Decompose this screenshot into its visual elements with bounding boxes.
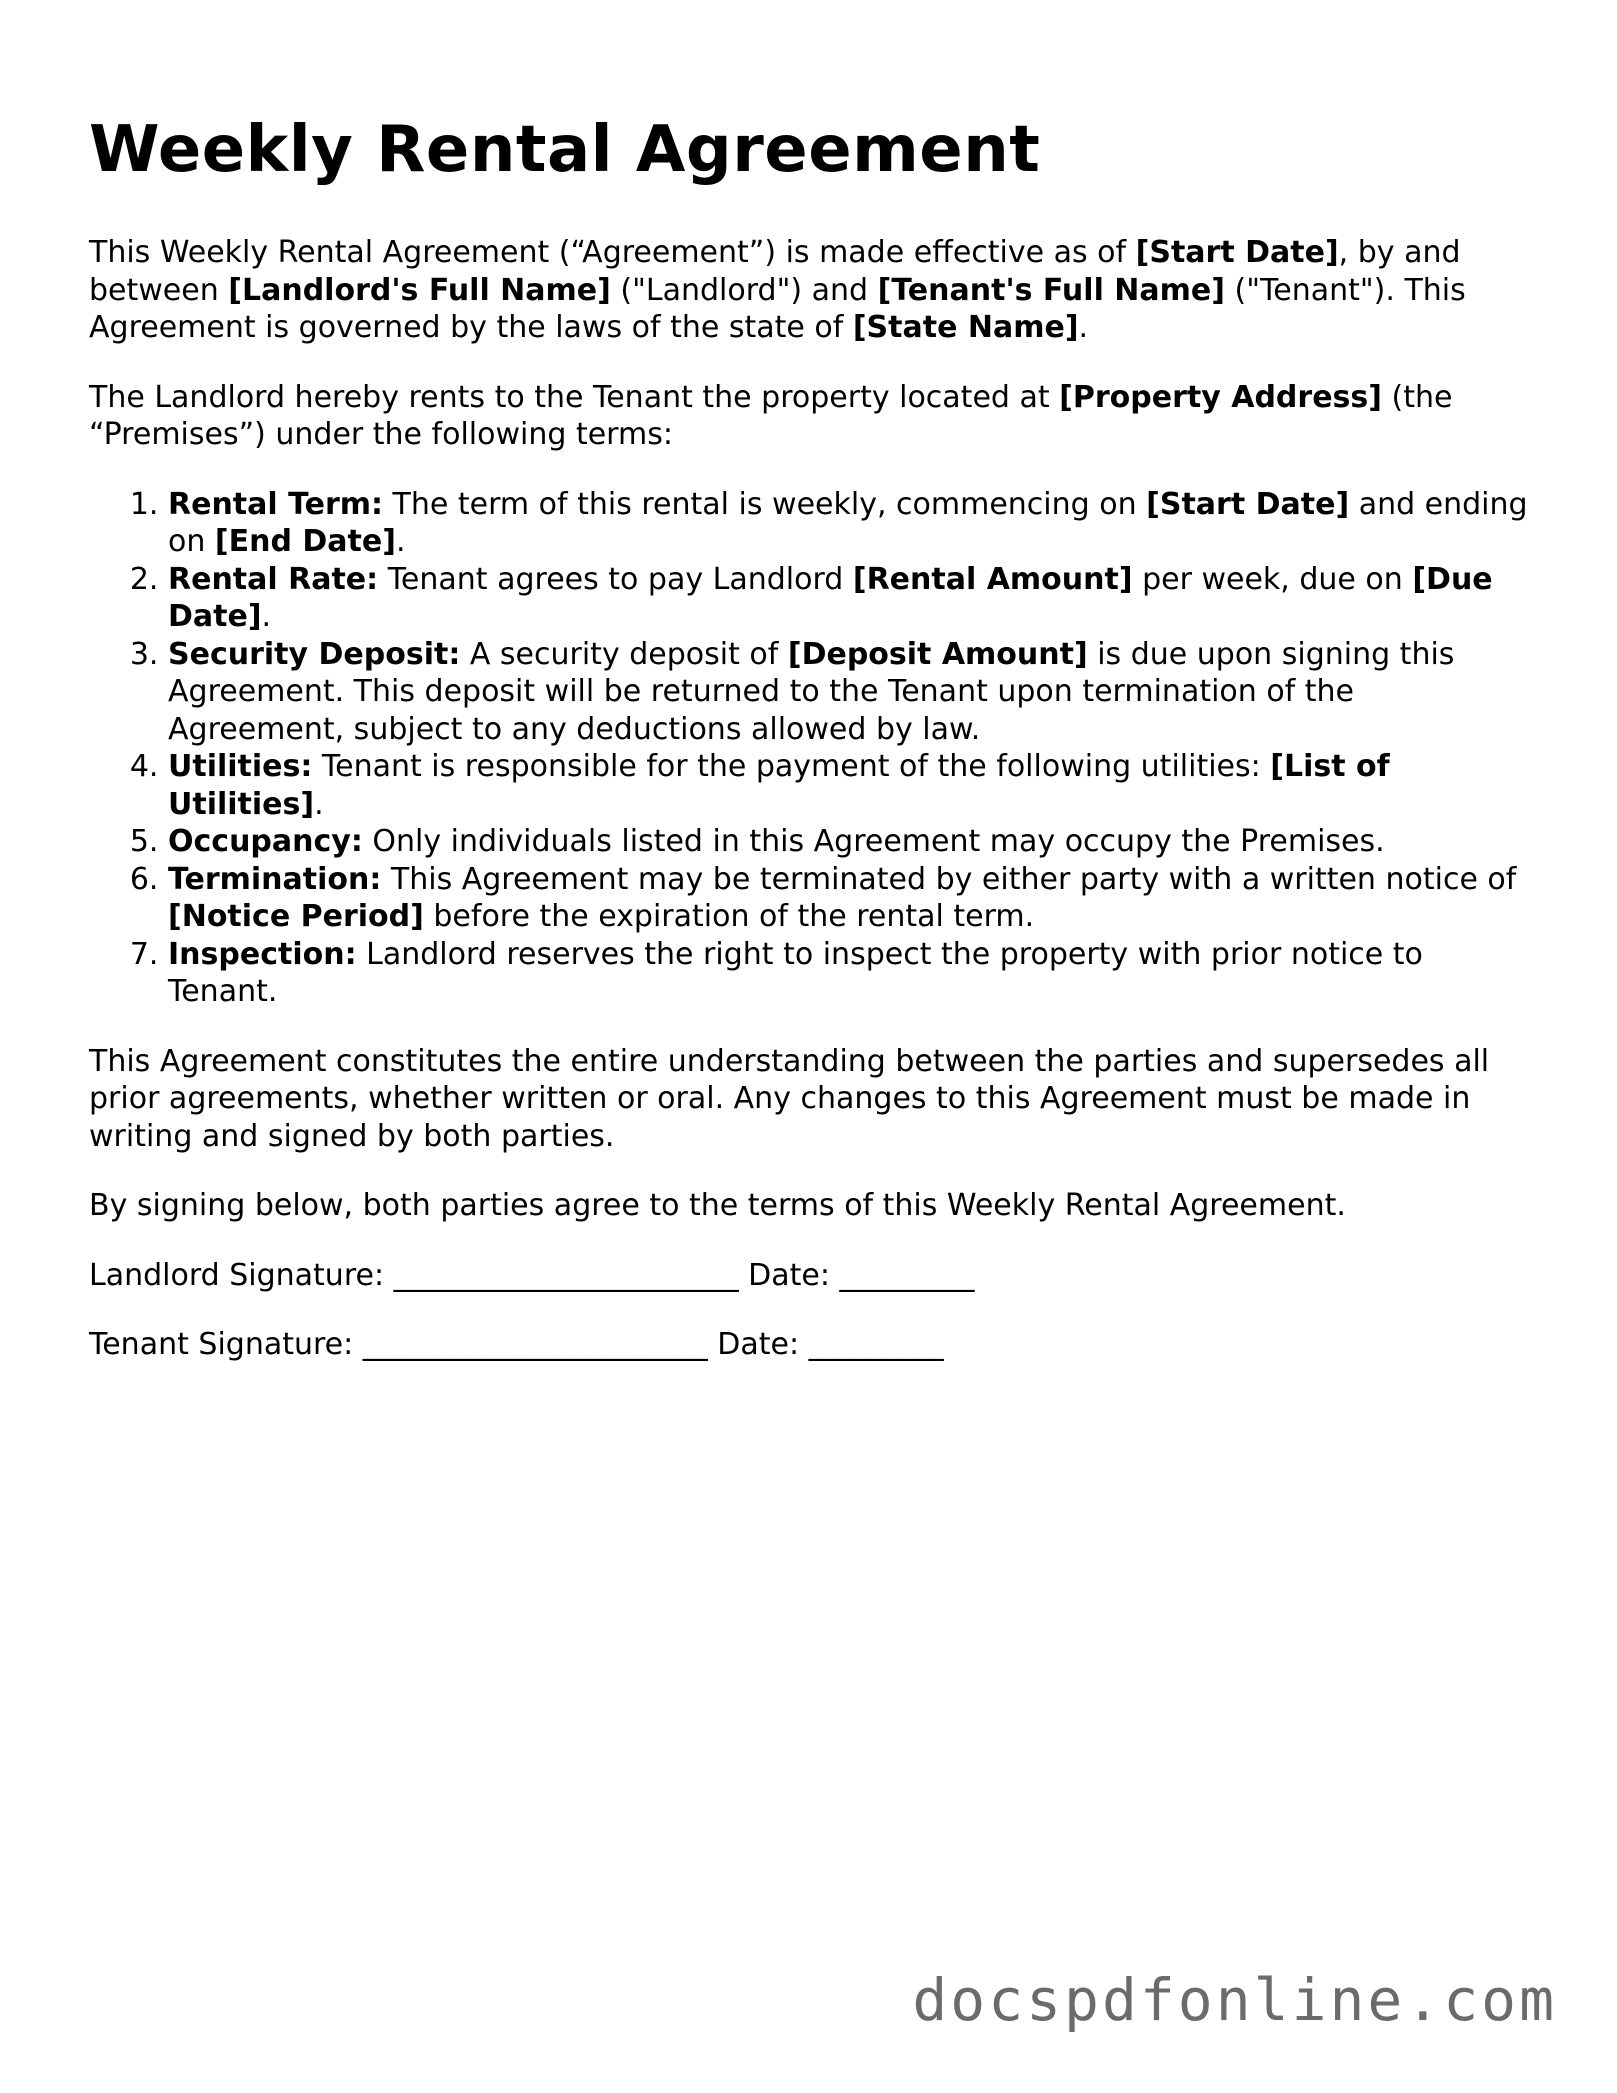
- term-text: before the expiration of the rental term.: [423, 899, 1035, 934]
- intro-text: ("Landlord") and: [610, 272, 878, 308]
- term-field: [Deposit Amount]: [787, 636, 1088, 672]
- term-label: Security Deposit:: [168, 636, 461, 672]
- site-watermark: docspdfonline.com: [912, 1966, 1557, 2034]
- intro-text: .: [1078, 310, 1089, 345]
- term-item-rental-term: [168, 486, 1529, 561]
- terms-list: [89, 486, 1529, 1011]
- term-field: [Rental Amount]: [852, 561, 1133, 597]
- term-item-security-deposit: [168, 636, 1529, 749]
- term-label: Occupancy:: [168, 824, 363, 859]
- term-item-termination: [168, 861, 1529, 936]
- term-label: Utilities:: [168, 749, 313, 784]
- intro-text: This Weekly Rental Agreement (“Agreement”) is made effective as of: [89, 235, 1136, 270]
- start-date-field: [Start Date]: [1135, 235, 1339, 270]
- document-page: [89, 108, 1529, 1396]
- term-text: per week, due on: [1132, 561, 1413, 597]
- term-text: .: [314, 786, 324, 822]
- landlord-name-field: [Landlord's Full Name]: [228, 272, 611, 308]
- by-signing-paragraph: By signing below, both parties agree to the terms of this Weekly Rental Agreement.: [89, 1188, 1346, 1223]
- property-address-field: [Property Address]: [1059, 379, 1382, 415]
- term-field: [List of Utilities]: [168, 749, 1390, 822]
- entire-agreement-paragraph: This Agreement constitutes the entire understanding between the parties and supersedes all prior agreements, whether written or oral. Any changes to this Agreement must be made in writing and signed by both parties.: [89, 1043, 1490, 1154]
- term-field: [Notice Period]: [168, 899, 424, 934]
- term-text: Tenant is responsible for the payment of the following utilities:: [312, 749, 1271, 784]
- intro-text: , by and between: [89, 235, 1461, 308]
- tenant-name-field: [Tenant's Full Name]: [877, 272, 1225, 308]
- intro-text: ("Tenant"). This Agreement is governed by the laws of the state of: [89, 272, 1466, 345]
- term-text: A security deposit of: [460, 636, 788, 672]
- term-text: and ending on: [168, 486, 1528, 559]
- premises-paragraph: [89, 379, 1529, 454]
- landlord-signature-line: Landlord Signature: _______________________ Date: _________: [89, 1257, 975, 1293]
- term-item-rental-rate: [168, 561, 1529, 636]
- term-text: Landlord reserves the right to inspect the property with prior notice to Tenant.: [168, 936, 1423, 1009]
- premises-text: (the “Premises”) under the following terms:: [89, 379, 1453, 452]
- term-label: Rental Term:: [168, 486, 383, 522]
- term-item-inspection: [168, 936, 1529, 1011]
- tenant-signature-line: Tenant Signature: _______________________ Date: _________: [89, 1327, 944, 1362]
- document-title: Weekly Rental Agreement: [89, 113, 1041, 187]
- term-field: [End Date]: [214, 524, 396, 559]
- term-text: Only individuals listed in this Agreement may occupy the Premises.: [362, 824, 1385, 859]
- term-text: .: [395, 524, 406, 559]
- term-label: Inspection:: [168, 936, 357, 972]
- intro-paragraph: [89, 234, 1529, 347]
- term-item-occupancy: [168, 823, 1529, 861]
- term-text: is due upon signing this Agreement. This deposit will be returned to the Tenant upon termination of the Agreement, subject to any deductions allowed by law.: [168, 636, 1455, 747]
- term-field: [Start Date]: [1146, 486, 1350, 522]
- term-field: [Due Date]: [168, 561, 1493, 634]
- term-text: Tenant agrees to pay Landlord: [378, 561, 853, 597]
- premises-text: The Landlord hereby rents to the Tenant the property located at: [89, 379, 1060, 415]
- term-text: The term of this rental is weekly, commencing on: [383, 486, 1147, 522]
- term-text: .: [261, 599, 272, 634]
- state-name-field: [State Name]: [852, 310, 1079, 345]
- term-label: Rental Rate:: [168, 561, 379, 597]
- term-label: Termination:: [168, 861, 382, 897]
- term-text: This Agreement may be terminated by either party with a written notice of: [381, 861, 1517, 897]
- term-item-utilities: [168, 748, 1529, 823]
